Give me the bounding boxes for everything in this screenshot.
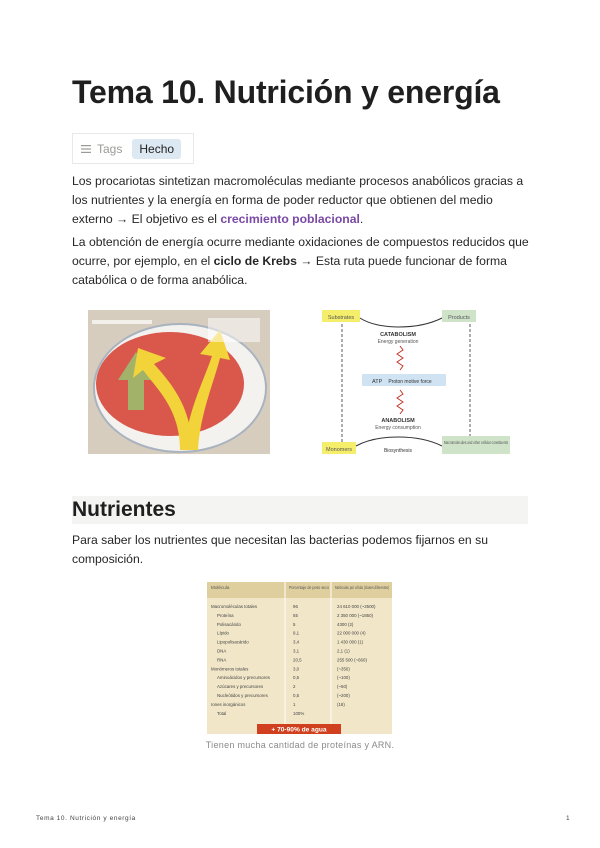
table-cell: 20,5 — [293, 657, 302, 663]
table-cell: (18) — [337, 701, 345, 707]
table-cell: RNA — [217, 657, 227, 663]
table-header: Porcentaje de peso seco — [289, 585, 330, 590]
water-banner: + 70-90% de agua — [271, 726, 327, 734]
table-cell: 3,1 — [293, 648, 300, 654]
table-cell: (~50) — [337, 684, 348, 690]
bold-text: ciclo de Krebs — [213, 254, 297, 268]
table-cell: 3,0 — [293, 666, 300, 672]
section-heading: Nutrientes — [72, 498, 176, 521]
paragraph-energy: La obtención de energía ocurre mediante oxidaciones de compuestos reducidos que ocurre, por ejemplo, en el ciclo de Krebs → Esta ruta puede funcionar de forma catabólica o de forma anabólica. — [72, 235, 529, 287]
products-label: Products — [448, 315, 470, 321]
table-cell: Lipopolisacárido — [217, 639, 249, 645]
properties-row[interactable] — [72, 133, 194, 164]
anabolism-label: ANABOLISM — [381, 418, 415, 424]
table-cell: 9,1 — [293, 630, 300, 636]
substrates-label: Substrates — [327, 315, 355, 321]
metabolism-diagram — [318, 306, 512, 458]
table-cell: 96 — [293, 604, 298, 609]
table-cell: (~200) — [337, 693, 350, 698]
table-header: Molécula — [211, 585, 230, 590]
table-cell: 100% — [293, 710, 305, 716]
bacterial-cell-image — [88, 310, 270, 454]
table-cell: 3,4 — [293, 639, 300, 645]
composition-table-image — [207, 582, 392, 734]
table-cell: DNA — [217, 648, 227, 654]
table-cell: 4300 (2) — [337, 621, 354, 627]
catabolism-label: CATABOLISM — [380, 332, 416, 338]
table-cell: (~100) — [337, 675, 350, 681]
atp-label: ATP — [372, 379, 383, 385]
table-cell: 0,5 — [293, 693, 300, 698]
table-cell: Iones inorgánicos — [211, 701, 246, 707]
table-cell: 1 — [293, 701, 296, 707]
table-cell: 55 — [293, 612, 298, 618]
table-cell: Azúcares y precursores — [217, 684, 264, 690]
table-cell: Polisacárido — [217, 621, 241, 627]
monomers-label: Monomers — [326, 447, 352, 453]
table-cell: Monómeros totales — [211, 666, 249, 672]
table-cell: Lípido — [217, 630, 229, 636]
macromolecules-label: Macromolecules and other cellular constituents — [444, 440, 508, 445]
table-cell: Macromoléculas totales — [211, 604, 258, 609]
table-cell: 2 — [293, 684, 296, 690]
catabolism-sub: Energy generation — [377, 339, 419, 345]
image-caption: Tienen mucha cantidad de proteínas y ARN. — [205, 740, 395, 750]
table-cell: (~350) — [337, 666, 350, 672]
table-cell: 24 610 000 (~2500) — [337, 604, 376, 609]
table-header: Moléculas por célula (clases diferentes) — [335, 585, 390, 590]
table-cell: 2,1 (1) — [337, 648, 350, 654]
table-cell: Aminoácidos y precursores — [217, 675, 270, 681]
footer-title: Tema 10. Nutrición y energía — [36, 815, 136, 822]
paragraph-nutrients: Para saber los nutrientes que necesitan las bacterias podemos fijarnos en su composición. — [72, 533, 488, 566]
highlight-text: crecimiento poblacional — [220, 212, 360, 226]
tags-label: Tags — [97, 141, 123, 156]
table-cell: 2 350 000 (~1850) — [337, 612, 374, 618]
page-title: Tema 10. Nutrición y energía — [72, 74, 500, 110]
table-cell: 1 430 000 (1) — [337, 639, 364, 645]
pmf-label: Proton motive force — [388, 379, 432, 385]
paragraph-intro: Los procariotas sintetizan macromoléculas mediante procesos anabólicos gracias a los nutrientes y la energía en forma de poder reductor que obtienen del medio externo → El objetivo es el crecimiento poblacional. — [72, 174, 524, 226]
section-heading-bar — [72, 496, 528, 524]
anabolism-sub: Energy consumption — [375, 425, 421, 431]
table-cell: 0,5 — [293, 675, 300, 681]
table-cell: 255 500 (~660) — [337, 657, 367, 663]
table-cell: 5 — [293, 621, 296, 627]
table-cell: Total — [217, 710, 227, 716]
tag-badge[interactable]: Hecho — [132, 139, 181, 159]
biosynthesis-label: Biosynthesis — [383, 448, 413, 454]
table-cell: Nucleótidos y precursores — [217, 693, 268, 698]
table-cell: 22 000 000 (4) — [337, 630, 366, 636]
table-cell: Proteína — [217, 612, 234, 618]
list-icon — [81, 144, 91, 154]
page-number: 1 — [566, 815, 570, 822]
